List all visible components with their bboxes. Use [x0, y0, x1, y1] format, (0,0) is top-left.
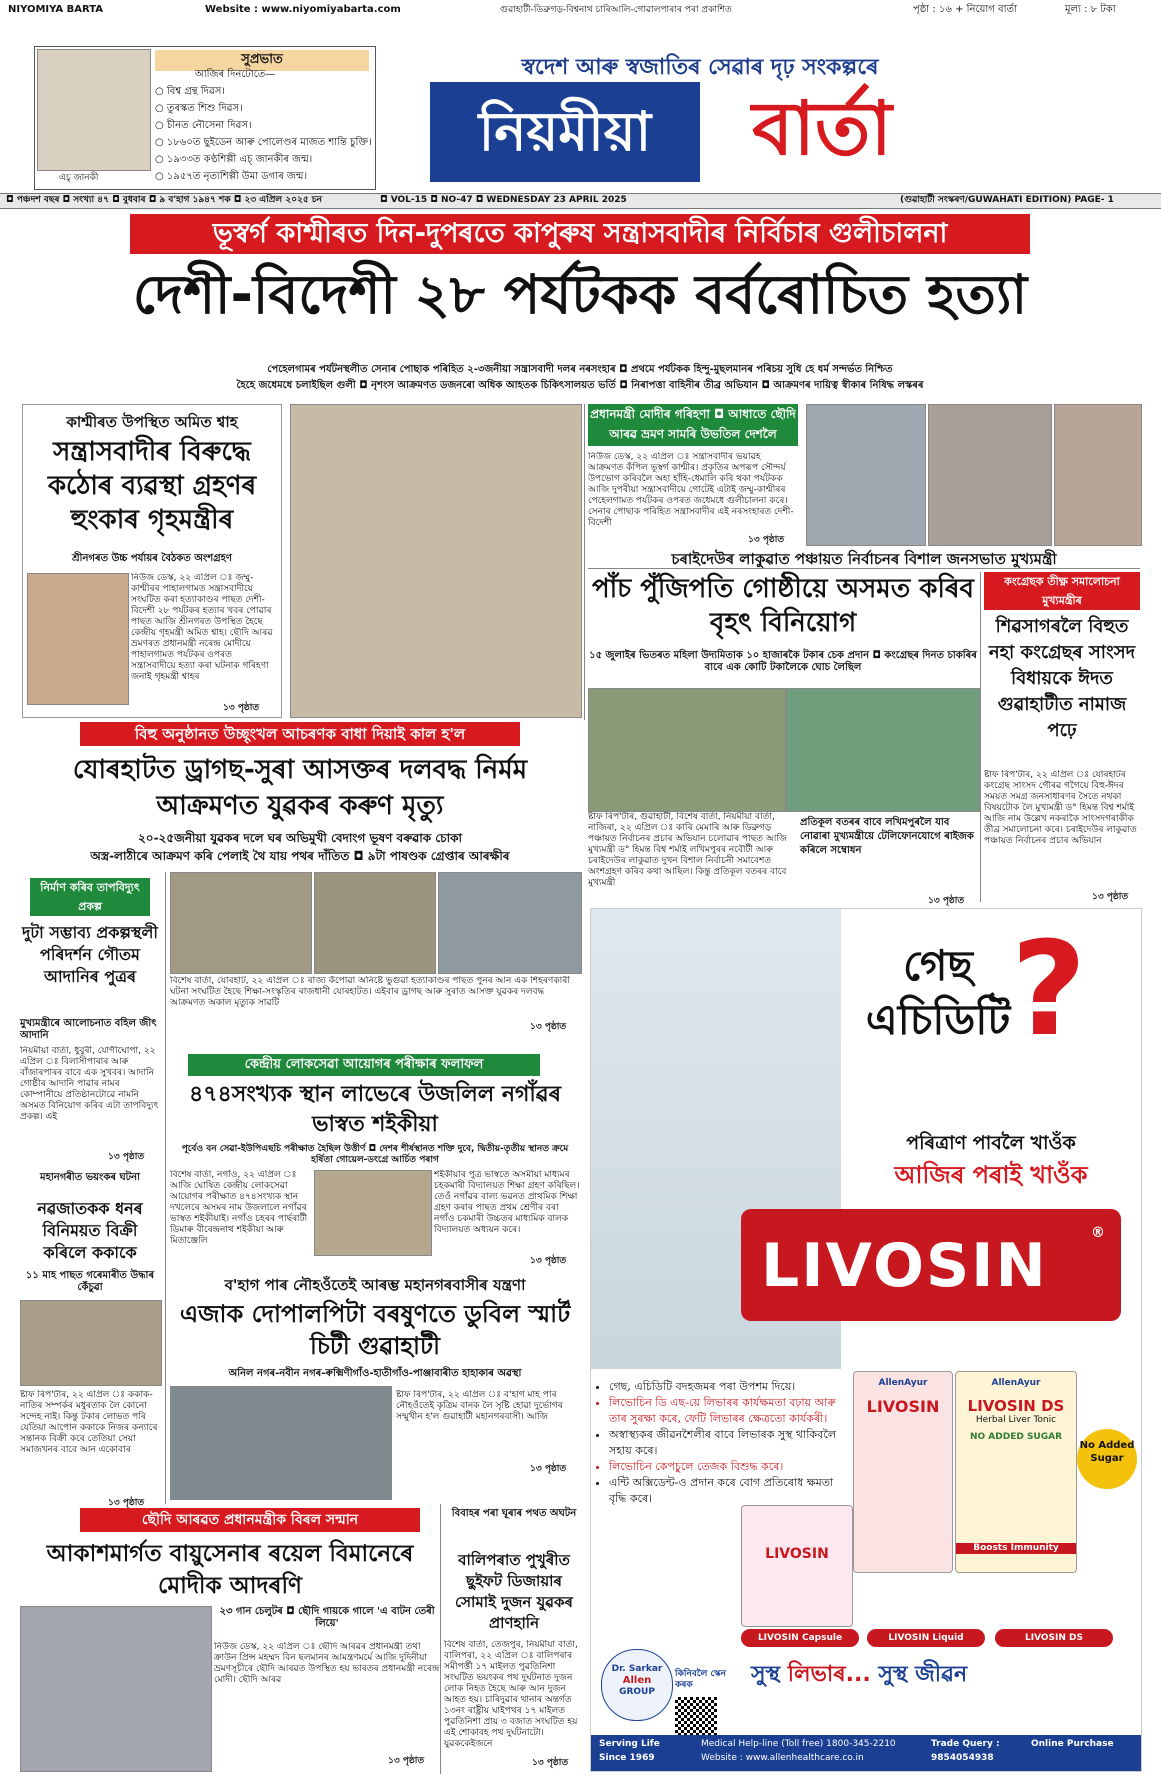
- masthead-short-name: NIYOMIYA BARTA: [8, 4, 104, 15]
- balipara-continued[interactable]: ১৩ পৃষ্ঠাত: [532, 1758, 569, 1768]
- sivasagar-body: ষ্টাফ ৰিপ'ৰ্টাৰ, ২২ এপ্ৰিল ঃ যোৰহাটৰ কংগ্ৰেছ সাংসদ গৌৰৱ গগৈয়ে বিহু-ঈদৰ সময়ত সমগ্ৰ জনসাধাৰণৰ সৈতে নথকা বিষয়টোক লৈ মুখ্যমন্ত্ৰী ড° হিমন্ত বিশ্ব শৰ্মাই আজি নাম উল্লেখ নকৰাকৈ সাংসদগৰাকীক তীব্ৰ সমালোচনা কৰে। চৰাইদেউৰ লাকুৱাত পঞ্চায়ত নিৰ্বাচনৰ প্ৰচাৰ অভিযান: [984, 770, 1137, 846]
- ad-line-1: পৰিত্ৰাণ পাবলৈ খাওঁক: [906, 1132, 1076, 1154]
- smartcity-headline: এজাক দোপালপিটা বৰষুণতে ডুবিল স্মাৰ্ট চিটী গুৱাহাটী: [179, 1300, 571, 1360]
- shah-continued[interactable]: ১৩ পৃষ্ঠাত: [223, 703, 260, 713]
- no-added-sugar-badge: No Added Sugar: [1077, 1429, 1137, 1489]
- kashmir-photo-2: [928, 404, 1052, 546]
- column-rule: [440, 1504, 441, 1774]
- suprobhat-box: [34, 46, 376, 190]
- ad-bullets: [595, 1379, 849, 1507]
- ad-bullet: • অস্বাস্থ্যকৰ জীৱনশৈলীৰ বাবে লিভাৰক সুস্থ থাকিবলৈ সহায় কৰে।: [609, 1427, 849, 1459]
- upsc-continued[interactable]: ১৩ পৃষ্ঠাত: [530, 1256, 567, 1266]
- lead-headline: দেশী-বিদেশী ২৮ পৰ্যটকক বৰ্বৰোচিত হত্যা: [132, 263, 1028, 326]
- shah-subhead: শ্ৰীনগৰত উচ্চ পৰ্যায়ৰ বৈঠকত অংশগ্ৰহণ: [72, 553, 232, 564]
- balipara-headline: বালিপৰাত পুখুৰীত ছুইফট ডিজায়াৰ সোমাই দুজন যুৱকৰ প্ৰাণহানি: [455, 1551, 573, 1632]
- serving-life: Serving Life: [599, 1739, 660, 1749]
- upsc-body-2: শইকীয়াৰ পুত্ৰ ভাস্বতে অসমীয়া মাধ্যমৰ চহকমাৰী বিদ্যালয়ত শিক্ষা গ্ৰহণ কৰিছিল। তেওঁ নগাঁৱৰ বাল্য ভৱনত প্ৰাথমিক শিক্ষা গ্ৰহণ কৰাৰ পাছত প্ৰথম শ্ৰেণীৰ বৰা নগাঁও চকমাৰী উচ্চতৰ মাধ্যমিক বালক বিদ্যালয়ত অধ্যয়ন কৰে।: [434, 1170, 580, 1235]
- victim-photo: [438, 872, 582, 974]
- baby-continued[interactable]: ১৩ পৃষ্ঠাত: [108, 1498, 145, 1508]
- baby-photo: [20, 1300, 162, 1386]
- cm-kicker: চৰাইদেউৰ লাকুৱাত পঞ্চায়ত নিৰ্বাচনৰ বিশাল জনসভাত মুখ্যমন্ত্ৰী: [671, 550, 1057, 568]
- suprobhat-item: ○ ১৮৬০ত ছুইডেন আৰু পোলেণ্ডৰ মাজত শান্তি চুক্তি।: [155, 134, 373, 151]
- ad-line-2: আজিৰ পৰাই খাওঁক: [894, 1161, 1088, 1189]
- rally-crowd-photo: [588, 688, 786, 812]
- suprobhat-item: ○ তুৰস্কত শিশু দিৱস।: [155, 100, 373, 117]
- sivasagar-kicker: কংগ্ৰেছক তীক্ষ্ণ সমালোচনা মুখ্যমন্ত্ৰীৰ: [984, 572, 1140, 610]
- adani-headline: দুটা সম্ভাব্য প্ৰকল্পস্থলী পৰিদৰ্শন গৌতম আদানিৰ পুত্ৰৰ: [22, 923, 158, 986]
- pack-name: LIVOSIN DS: [967, 1397, 1065, 1415]
- ad-reg-mark: ®: [1091, 1225, 1105, 1241]
- pack-subtitle: Herbal Liver Tonic: [975, 1415, 1057, 1425]
- suprobhat-item: ○ বিশ্ব গ্ৰন্থ দিৱস।: [155, 83, 373, 100]
- since-year: Since 1969: [599, 1753, 655, 1763]
- baby-headline: নৱজাতকক ধনৰ বিনিময়ত বিক্ৰী কৰিলে ককাকে: [37, 1199, 143, 1262]
- jorhat-continued[interactable]: ১৩ পৃষ্ঠাত: [530, 1022, 567, 1032]
- ad-brand-name: LIVOSIN: [761, 1231, 1048, 1301]
- page-count: পৃষ্ঠা : ১৬ + নিয়োগ বাৰ্তা: [913, 4, 1017, 15]
- shah-kicker: কাশ্মীৰত উপস্থিত অমিত শ্বাহ: [66, 413, 238, 431]
- shah-story: [22, 404, 282, 718]
- lead-deck-1: পেহেলগামৰ পৰ্যটনস্থলীত সেনাৰ পোছাক পৰিহিত ২-৩জনীয়া সন্ত্ৰাসবাদী দলৰ নৰসংহাৰ ◘ প্ৰথমে পৰ্যটকক হিন্দু-মুছলমানৰ পৰিচয় সুধি হে ধৰ্ম সন্দৰ্ভত নিশ্চিত: [267, 364, 893, 375]
- product-liquid-label: LIVOSIN Liquid: [867, 1629, 985, 1647]
- ad-bullet: • লিভোচিন কেপচুলে তেজক বিশুদ্ধ কৰে।: [609, 1459, 849, 1475]
- saudi-kicker: ছৌদি আৰৱত প্ৰধানমন্ত্ৰীক বিৰল সন্মান: [80, 1508, 420, 1532]
- suprobhat-item: ○ চীনত নৌসেনা দিৱস।: [155, 117, 373, 134]
- saudi-headline: আকাশমাৰ্গত বায়ুসেনাৰ ৰয়েল বিমানেৰে মোদীক আদৰণি: [46, 1541, 414, 1599]
- janaki-photo: [37, 49, 151, 171]
- adani-continued[interactable]: ১৩ পৃষ্ঠাত: [108, 1152, 145, 1162]
- tagline-part-3: সুস্থ জীৱন: [878, 1662, 968, 1687]
- kashmir-photo-1: [806, 404, 926, 546]
- pack-brand: AllenAyur: [991, 1378, 1041, 1388]
- suprobhat-title: সুপ্ৰভাত: [155, 50, 369, 71]
- pack-boost: Boosts Immunity: [956, 1543, 1076, 1554]
- column-rule: [980, 572, 981, 902]
- logo-allen: Allen: [622, 1675, 652, 1686]
- ad-bullet: • লিভোচিন ডি এছ-য়ে লিভাৰৰ কাৰ্যক্ষমতা বঢ়ায় আৰু তাৰ সুৰক্ষা কৰে, ফেটি লিভাৰৰ ক্ষেত্ৰতো কাৰ্যকৰী।: [609, 1395, 849, 1427]
- dateline-right: (গুৱাহাটী সংস্কৰণ/GUWAHATI EDITION) PAGE- 1: [900, 195, 1114, 205]
- ad-brand-logo: [741, 1209, 1121, 1321]
- upsc-headline: ৪৭৪সংখ্যক স্থান লাভেৰে উজলিল নগাঁৱৰ ভাস্বত শইকীয়া: [188, 1082, 562, 1137]
- bhaswat-photo: [314, 1170, 432, 1256]
- livosin-liquid-pack: [853, 1371, 953, 1573]
- helpline: Medical Help-line (Toll free) 1800-345-2210: [701, 1739, 896, 1749]
- online-purchase[interactable]: Online Purchase: [1031, 1739, 1114, 1749]
- smartcity-body: ষ্টাফ ৰিপ'ৰ্টাৰ, ২২ এপ্ৰিল ঃ ব'হাগ মাহ পাৰ নৌহওঁতেই কৃত্ৰিম বানক লৈ সৃষ্টি হোৱা দুৰ্ভোগৰ সন্মুখীন হ'ল গুৱাহাটী মহানগৰবাসী। আজি: [396, 1390, 563, 1422]
- divider: [588, 568, 1140, 569]
- cm-body: ষ্টাফ ৰিপ'ৰ্টাৰ, গুৱাহাটী, বিশেষ বাৰ্তা, নিয়মীয়া বাৰ্তা, নাজিৰা, ২২ এপ্ৰিল ঃ কাৰি মেমাৰি আৰু ডিব্ৰুগড় পঞ্চায়ত নিৰ্বাচনৰ প্ৰচাৰ অভিযান চলোৱাৰ পাছত আজি মুখ্যমন্ত্ৰী ড° হিমন্ত বিশ্ব শৰ্মাই লখিমপুৰৰ নবৌটী আৰু চৰাইদেউৰ লাকুৱাত দুখন বিশাল নিৰ্বাচনী সমাবেশত অংশগ্ৰহণ কৰিব কথা আছিল। কিন্তু প্ৰতিকূল বতৰৰ বাবে মুখ্যমন্ত্ৰী: [588, 812, 787, 888]
- baby-body: ষ্টাফ ৰিপ'ৰ্টাৰ, ২২ এপ্ৰিল ঃ ককাক-নাতিৰ সম্পৰ্কৰ মধুৰতাক লৈ কোনো সন্দেহ নাই। কিন্তু টকাৰ লোভত পৰি যেতিয়া আপোন ককাকে নিজৰ কন্যাৰে সন্তানক বিক্ৰী কৰে তেতিয়া সেয়া সমাজখনৰ বাবে আন একোবাৰ: [20, 1390, 158, 1455]
- smartcity-kicker: ব'হাগ পাৰ নৌহওঁতেই আৰম্ভ মহানগৰবাসীৰ যন্ত্ৰণা: [224, 1276, 526, 1294]
- product-ds-label: LIVOSIN DS: [995, 1629, 1113, 1647]
- masthead-website[interactable]: Website : www.niyomiyabarta.com: [205, 4, 401, 15]
- buy-label: কিনিবলৈ স্কেন কৰক: [675, 1669, 726, 1690]
- smartcity-deck: অনিল নগৰ-নবীন নগৰ-ৰুক্মিণীগাঁও-হাতীগাঁও-পাঞ্জাবাৰীত হাহাকাৰ অৱস্থা: [228, 1368, 522, 1379]
- logo-doctor: Dr. Sarkar: [611, 1664, 663, 1674]
- suprobhat-item: ○ ১৯৩৩ত কণ্ঠশিল্পী এচ্‌ জানকীৰ জন্ম।: [155, 151, 373, 168]
- rally-stage-photo: [786, 688, 980, 812]
- jorhat-headline: যোৰহাটত ড্ৰাগছ-সুৰা আসক্তৰ দলবদ্ধ নিৰ্মম আক্ৰমণত যুৱকৰ কৰুণ মৃত্যু: [72, 755, 528, 821]
- ad-question-mark: ?: [1011, 913, 1087, 1065]
- ad-question: গেছ এচিডিটি: [865, 941, 1011, 1044]
- ad-bullet: • এন্টি অক্সিডেন্ট-ও প্ৰদান কৰে বোগ প্ৰতিৰোধ ক্ষমতা বৃদ্ধি কৰে।: [609, 1475, 849, 1507]
- cm-deck: ১৫ জুলাইৰ ভিতৰত মহিলা উদ্যমিতাক ১০ হাজাৰকৈ টকাৰ চেক প্ৰদান ◘ কংগ্ৰেছৰ দিনত চাকৰিৰ বাবে এক কোটি টকালৈকে ঘোচ লৈছিল: [589, 650, 977, 673]
- dateline-bar: [0, 193, 1161, 209]
- modi-body: নিউজ ডেস্ক, ২২ এপ্ৰিল ঃ সন্ত্ৰাসবাদীৰ ভয়াৱহ আক্ৰমণত কঁপিল ভূস্বৰ্গ কাশ্মীৰ। প্ৰকৃতিৰ অপৰূপ সৌন্দৰ্য উপভোগ কৰিবলৈ অহা হাঁহি-ধেমালি কৰি থকা পৰ্যটকক আজি দুপৰীয়া সন্ত্ৰাসবাদীয়ে গোটেই এটাই জম্মু-কাশ্মীৰৰ পেহেলগামত পৰ্যটকৰ ওপৰত জধেমধে গুলীচালনা কৰে। সেনাৰ পোছাক পৰিহিত সন্ত্ৰাসবাদীৰ এই নৰসংহাৰত দেশী-বিদেশী: [588, 452, 794, 528]
- pack-name: LIVOSIN: [765, 1546, 829, 1562]
- balipara-kicker: বিবাহৰ পৰা ঘূৰাৰ পথত অঘটন: [451, 1508, 577, 1519]
- saudi-deck: ২৩ গান চেলুটৰ ◘ ছৌদি গায়কে গালে 'এ বাটন তেৰী লিয়ে': [219, 1606, 435, 1629]
- shah-body: নিউজ ডেস্ক, ২২ এপ্ৰিল ঃ জম্মু-কাশ্মীৰৰ পাহালগামত সন্ত্ৰাসবাদীয়ে সংঘটিত কৰা হত্যাকাণ্ডৰ পাছত দেশী-বিদেশী ২৮ পৰ্যটকৰ হত্যাৰ খবৰ পোৱাৰ পাছত আজি শ্ৰীনগৰত উপস্থিত হৈছে কেন্দ্ৰীয় গৃহমন্ত্ৰী অমিত শ্বাহ। ছৌদি আৰৱ ভ্ৰমণৰত প্ৰধানমন্ত্ৰী নৰেন্দ্ৰ মোদীয়ে পাহালগামত পৰ্যটকৰ ওপৰত সন্ত্ৰাসবাদীয়ে হত্যা কৰা ঘটনাক গৰিহণা জনাই গৃহমন্ত্ৰী শ্বাহৰ: [131, 573, 273, 682]
- sivasagar-headline: শিৱসাগৰলৈ বিহুত নহা কংগ্ৰেছৰ সাংসদ বিধায়কে ঈদত গুৱাহাটীত নামাজ পঢ়ে: [988, 616, 1136, 741]
- cm-continued[interactable]: ১৩ পৃষ্ঠাত: [928, 896, 965, 906]
- adani-body: নিয়মীয়া বাৰ্তা, ধুবুৰী, যোগীঘোপা, ২২ এপ্ৰিল ঃ বিলাসীপাৰাৰ আৰু বাঁজাৰপাৰৰ বাবে এক সুখবৰ। আদানি গোষ্ঠীৰ আদানি পাৱাৰ নামৰ কোম্পানীয়ে প্ৰতিষ্ঠানটোৱে নামনি অসমত বিনিয়োগ কৰিব এটা তাপবিদ্যুৎ প্ৰকল্প। এই: [20, 1046, 159, 1122]
- tagline-part-1: সুস্থ: [751, 1662, 781, 1687]
- arrest-photo-2: [314, 872, 436, 974]
- ad-footer: [591, 1735, 1141, 1771]
- logo-group: GROUP: [619, 1687, 655, 1697]
- livosin-ad[interactable]: [590, 908, 1142, 1772]
- qr-code[interactable]: [675, 1697, 717, 1739]
- kashmir-photo-3: [1054, 404, 1142, 546]
- allen-group-logo: [601, 1649, 673, 1721]
- masthead-edition-note: গুৱাহাটী-ডিব্ৰুগড়-বিশ্বনাথ চাৰিআলি-গোৱালপাৰাৰ পৰা প্ৰকাশিত: [500, 5, 732, 15]
- ad-bullet: • গেছ, এচিডিটি বদহজমৰ পৰা উপশম দিয়ে।: [609, 1379, 849, 1395]
- jorhat-deck-2: অস্ত্ৰ-লাঠীৰে আক্ৰমণ কৰি পেলাই থৈ যায় পথৰ দাঁতিত ◘ ৯টা পাষণ্ডক গ্ৰেপ্তাৰ আৰক্ষীৰ: [90, 849, 510, 863]
- pack-brand: AllenAyur: [878, 1378, 928, 1388]
- suprobhat-item: ○ ১৯৫৭ত নৃত্যশিল্পী উমা ডগাৰ জন্ম।: [155, 168, 373, 185]
- trade-phone[interactable]: 9854054938: [931, 1753, 994, 1763]
- upsc-body-1: বিশেষ বাৰ্তা, নগাঁও, ২২ এপ্ৰিল ঃ আজি ঘোষিত কেন্দ্ৰীয় লোকসেৱা আয়োগৰ পৰীক্ষাত ৪৭৪সংখ্যক স্থান দখলেৰে অসমৰ নাম উজলালে নগাঁৱৰ ভাস্বত শইকীয়াই। নগাঁও চহৰৰ পাৰ্ছৰাটী ডিমাৰু বীৰেন্দ্ৰনাথ শইকীয়া আৰু মিতাঞ্জেলি: [170, 1170, 308, 1246]
- upsc-kicker: কেন্দ্ৰীয় লোকসেৱা আয়োগৰ পৰীক্ষাৰ ফলাফল: [188, 1054, 540, 1076]
- flood-photo: [170, 1386, 392, 1500]
- livosin-capsule-pack: [741, 1505, 853, 1627]
- price: মূল্য : ৮ টকা: [1065, 4, 1116, 15]
- balipara-body: বিশেষ বাৰ্তা, তেজপুৰ, নিয়মীয়া বাৰ্তা, বালিপৰা, ২২ এপ্ৰিল ঃ বালিপৰাৰ সমীপৰ্ত্তী ১৭ মাইলত পুৱতিনিশা সংঘটিত ভয়ংকৰ পথ দুৰ্ঘটনাত দুজন লোক নিহত হৈছে আৰু আন দুজন আহত হয়। চাৰিদুৱাৰ থানাৰ অন্তৰ্গত ১৩নং ৰাষ্ট্ৰীয় ঘাইপথৰ ১৭ মাইলত পুৱতিনিশা প্ৰায় ৩ বজাত সংঘটিত হয় এই শোকাবহ পথ দুৰ্ঘটনাটো। যুৱককেইজনে: [444, 1640, 578, 1749]
- column-rule: [165, 872, 166, 1504]
- cm-inset: প্ৰতিকূল বতৰৰ বাবে লখিমপুৰলৈ যাব নোৱাৰা মুখ্যমন্ত্ৰীয়ে টেলিফোনযোগে ৰাইজক কৰিলে সম্বোধন: [800, 817, 974, 856]
- shah-photo: [27, 573, 129, 705]
- logo-barta: বাৰ্তা: [752, 86, 892, 172]
- lead-deck-2: হৈহে জধেমধে চলাইছিল গুলী ◘ নৃশংস আক্ৰমণত ডজনৰো অধিক আহতক চিকিৎসালয়ত ভৰ্তি ◘ নিৰাপত্তা বাহিনীৰ তীব্ৰ অভিযান ◘ আক্ৰমণৰ দায়িত্ব স্বীকাৰ নিষিদ্ধ লস্কৰৰ: [236, 380, 924, 391]
- sivasagar-continued[interactable]: ১৩ পৃষ্ঠাত: [1092, 892, 1129, 902]
- column-rule: [584, 404, 585, 720]
- baby-subhead: ১১ মাহ পাছত গৰেমাৰীত উদ্ধাৰ কেঁচুৱা: [25, 1270, 155, 1293]
- saudi-body: নিউজ ডেস্ক, ২২ এপ্ৰিল ঃ ছৌদি আৰৱৰ প্ৰধানমন্ত্ৰী তথা ক্ৰাউন প্ৰিন্স মহম্মদ বিন ছলমানৰ আমন্ত্ৰণমৰ্মে আজি দুদিনীয়া ভ্ৰমণসূচীৰে ছৌদি আৰৱত উপস্থিত হয় ভাৰতৰ প্ৰধানমন্ত্ৰী নৰেন্দ্ৰ মোদী। ছৌদি আৰৱ: [214, 1642, 440, 1685]
- cm-headline: পাঁচ পুঁজিপতি গোষ্ঠীয়ে অসমত কৰিব বৃহৎ বিনিয়োগ: [591, 574, 975, 638]
- trade-label: Trade Query :: [931, 1739, 1000, 1749]
- shah-headline: সন্ত্ৰাসবাদীৰ বিৰুদ্ধে কঠোৰ ব্যৱস্থা গ্ৰহণৰ হুংকাৰ গৃহমন্ত্ৰীৰ: [47, 437, 257, 535]
- livosin-ds-pack: [955, 1371, 1077, 1573]
- dateline-left: ◘ পঞ্চদশ বছৰ ◘ সংখ্যা ৪৭ ◘ বুধবাৰ ◘ ৯ ব'হাগ ১৯৪৭ শক ◘ ২৩ এপ্ৰিল ২০২৫ চন: [6, 195, 323, 205]
- product-capsule-label: LIVOSIN Capsule: [741, 1629, 859, 1647]
- adani-subhead: মুখ্যমন্ত্ৰীৰে আলোচনাত বহিল জীৎ আদানি: [20, 1018, 157, 1041]
- dateline-mid: ◘ VOL-15 ◘ NO-47 ◘ WEDNESDAY 23 APRIL 2025: [380, 195, 627, 205]
- lead-kicker: ভূস্বৰ্গ কাশ্মীৰত দিন-দুপৰতে কাপুৰুষ সন্ত্ৰাসবাদীৰ নিৰ্বিচাৰ গুলীচালনা: [130, 214, 1030, 254]
- masthead-slogan: স্বদেশ আৰু স্বজাতিৰ সেৱাৰ দৃঢ় সংকল্পৰে: [521, 55, 879, 80]
- ad-tagline: [751, 1657, 1131, 1694]
- upsc-deck: পূৰ্বেও বন সেৱা-ইউপিএছচি পৰীক্ষাত হৈছিল উত্তীৰ্ণ ◘ দেশৰ শীৰ্ষস্থানত শক্তি দুবে, দ্বিতীয়-তৃতীয় স্থানত ক্ৰমে হৰ্ষিতা গোয়েল-ডংগ্ৰে আৰ্চিত পৰাগ: [181, 1144, 569, 1165]
- modi-kicker: প্ৰধানমন্ত্ৰী মোদীৰ গৰিহণা ◘ আধাতে ছৌদি আৰৱ ভ্ৰমণ সামৰি উভতিল দেশলৈ: [588, 404, 798, 446]
- jorhat-deck-1: ২০-২৫জনীয়া যুৱকৰ দলে ঘৰ অভিমুখী বেদাংগ ভূষণ বৰুৱাক চোকা: [137, 831, 463, 845]
- baby-kicker: মহানগৰীত ভয়ংকৰ ঘটনা: [40, 1172, 140, 1183]
- pack-name: LIVOSIN: [866, 1397, 940, 1416]
- suprobhat-list: [155, 83, 373, 185]
- pack-no-sugar: NO ADDED SUGAR: [969, 1432, 1063, 1442]
- photo-caption: এচ্‌ জানকী: [59, 173, 99, 183]
- modi-continued[interactable]: ১৩ পৃষ্ঠাত: [748, 535, 785, 545]
- saudi-continued[interactable]: ১৩ পৃষ্ঠাত: [388, 1756, 425, 1766]
- logo-niyomiya: নিয়মীয়া: [430, 82, 700, 182]
- modi-saudi-photo: [20, 1606, 212, 1772]
- arrest-photo-1: [170, 872, 312, 974]
- tagline-part-2: লিভাৰ...: [787, 1662, 871, 1687]
- adani-kicker: নিৰ্মাণ কৰিব তাপবিদ্যুৎ প্ৰকল্প: [30, 878, 150, 916]
- suprobhat-intro: আজিৰ দিনটোতে—: [195, 69, 276, 80]
- pahalgam-photo: [290, 404, 582, 718]
- ad-website[interactable]: Website : www.allenhealthcare.co.in: [701, 1753, 864, 1763]
- jorhat-kicker: বিহু অনুষ্ঠানত উচ্ছৃংখল আচৰণক বাধা দিয়াই কাল হ'ল: [80, 722, 520, 746]
- jorhat-body: বিশেষ বাৰ্তা, যোৰহাট, ২২ এপ্ৰিল ঃ ৰাজ্য কঁপোৱা অনিষ্টে ভুগুৱা হত্যাকাণ্ডৰ পাছত পুনৰ আন এক শিহৰণকাৰী ঘটনা সংঘটিত হৈছে শিক্ষা-সংস্কৃতিৰ ৰাজধানী যোৰহাটত। এইবাৰ ড্ৰাগছ আৰু সুৰাত আসক্ত যুৱকৰ দলবদ্ধ আক্ৰমণত অকাল মৃত্যুক সাৱটি: [170, 976, 570, 1008]
- smartcity-continued[interactable]: ১৩ পৃষ্ঠাত: [530, 1464, 567, 1474]
